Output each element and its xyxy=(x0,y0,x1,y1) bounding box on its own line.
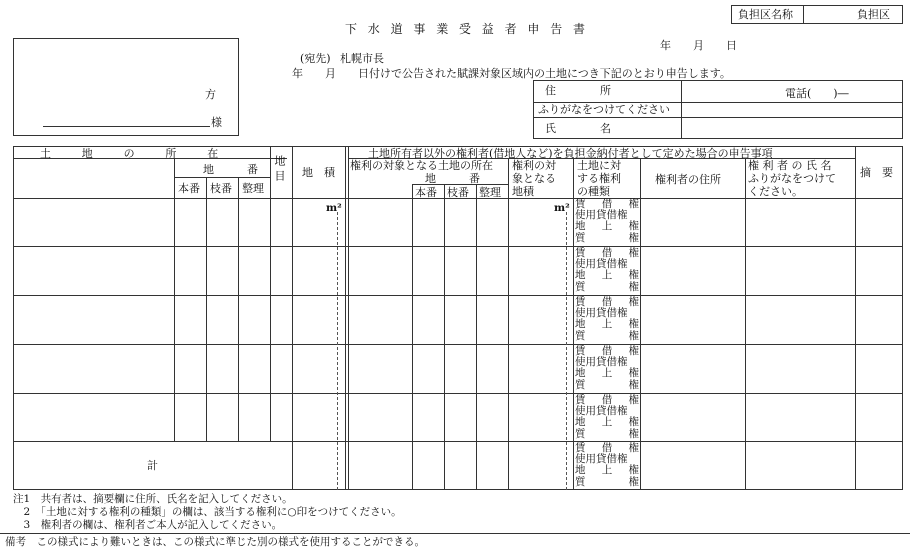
right-type-kinds-row-3[interactable]: 賃 借 権 使用貸借権 地 上 権 質 権 xyxy=(575,296,639,342)
header-rights-seiri: 整理 xyxy=(479,186,501,199)
header-rights-area-3: 地積 xyxy=(512,185,534,198)
header-rights-honban: 本番 xyxy=(415,186,437,199)
note-1: 注1 共有者は、摘要欄に住所、氏名を記入してください。 xyxy=(13,493,293,505)
header-holder-name-3: ください。 xyxy=(748,185,803,198)
submission-date: 年 月 日 xyxy=(660,39,737,52)
right-type-kinds-row-6[interactable]: 賃 借 権 使用貸借権 地 上 権 質 権 xyxy=(575,442,639,488)
header-edaban: 枝番 xyxy=(210,182,232,195)
furigana-label: ふりがなをつけてください xyxy=(538,103,670,116)
total-label: 計 xyxy=(147,459,158,472)
bikou-note: 備考 この様式により難いときは、この様式に準じた別の様式を使用することができる。 xyxy=(5,536,425,548)
notes-divider xyxy=(0,533,910,534)
header-seiri: 整理 xyxy=(242,182,264,195)
applicant-name-line xyxy=(43,126,210,127)
header-right-type-3: の種類 xyxy=(577,185,610,198)
header-rights-area-2: 象となる xyxy=(512,172,556,185)
header-holder-address: 権利者の住所 xyxy=(655,173,721,186)
phone-label[interactable]: 電話( )― xyxy=(785,87,849,100)
recipient-mayor: 札幌市長 xyxy=(340,52,384,65)
right-type-kinds-row-2[interactable]: 賃 借 権 使用貸借権 地 上 権 質 権 xyxy=(575,247,639,293)
header-remarks: 摘 要 xyxy=(860,166,893,179)
area-unit: m² xyxy=(326,202,342,214)
header-right-type-2: する権利 xyxy=(577,172,621,185)
applicant-address-box[interactable] xyxy=(13,38,239,136)
right-type-kinds-row-1[interactable]: 賃 借 権 使用貸借権 地 上 権 質 権 xyxy=(575,198,639,244)
intro-text: 年 月 日付けで公告された賦課対象区域内の土地につき下記のとおり申告します。 xyxy=(292,67,731,80)
header-honban: 本番 xyxy=(178,182,200,195)
recipient-attention: (宛先) xyxy=(300,52,331,65)
form-title: 下水道事業受益者申告書 xyxy=(345,22,596,36)
burden-area-suffix: 負担区 xyxy=(857,8,890,21)
header-holder-name-1: 権 利 者 の 氏 名 xyxy=(748,159,832,172)
right-type-kinds-row-5[interactable]: 賃 借 権 使用貸借権 地 上 権 質 権 xyxy=(575,394,639,440)
header-chimoku: 地目 xyxy=(273,155,286,185)
address-label: 住 所 xyxy=(545,84,611,97)
burden-area-name-label: 負担区名称 xyxy=(738,8,793,21)
note-3: 3 権利者の欄は、権利者ご本人が記入してください。 xyxy=(13,519,283,531)
header-right-type-1: 土地に対 xyxy=(577,159,621,172)
header-rights-area-1: 権利の対 xyxy=(512,159,556,172)
header-area: 地 積 xyxy=(302,166,335,179)
note-2: 2 「土地に対する権利の種類」の欄は、該当する権利に○印をつけてください。 xyxy=(13,506,402,518)
sama-label: 様 xyxy=(211,116,222,129)
header-rights-edaban: 枝番 xyxy=(447,186,469,199)
rights-area-unit: m² xyxy=(554,202,570,214)
header-rights-number: 地 番 xyxy=(425,172,480,185)
name-label: 氏 名 xyxy=(545,122,611,135)
header-rights: 土地所有者以外の権利者(借地人など)を負担金納付者として定めた場合の申告事項 xyxy=(368,147,773,160)
header-rights-location: 権利の対象となる土地の所在 xyxy=(350,159,493,172)
header-holder-name-2: ふりがなをつけて xyxy=(748,172,836,185)
right-type-kinds-row-4[interactable]: 賃 借 権 使用貸借権 地 上 権 質 権 xyxy=(575,345,639,391)
header-land-location: 土 地 の 所 在 xyxy=(40,147,229,160)
header-land-number: 地 番 xyxy=(203,163,258,176)
kata-label: 方 xyxy=(205,88,216,101)
